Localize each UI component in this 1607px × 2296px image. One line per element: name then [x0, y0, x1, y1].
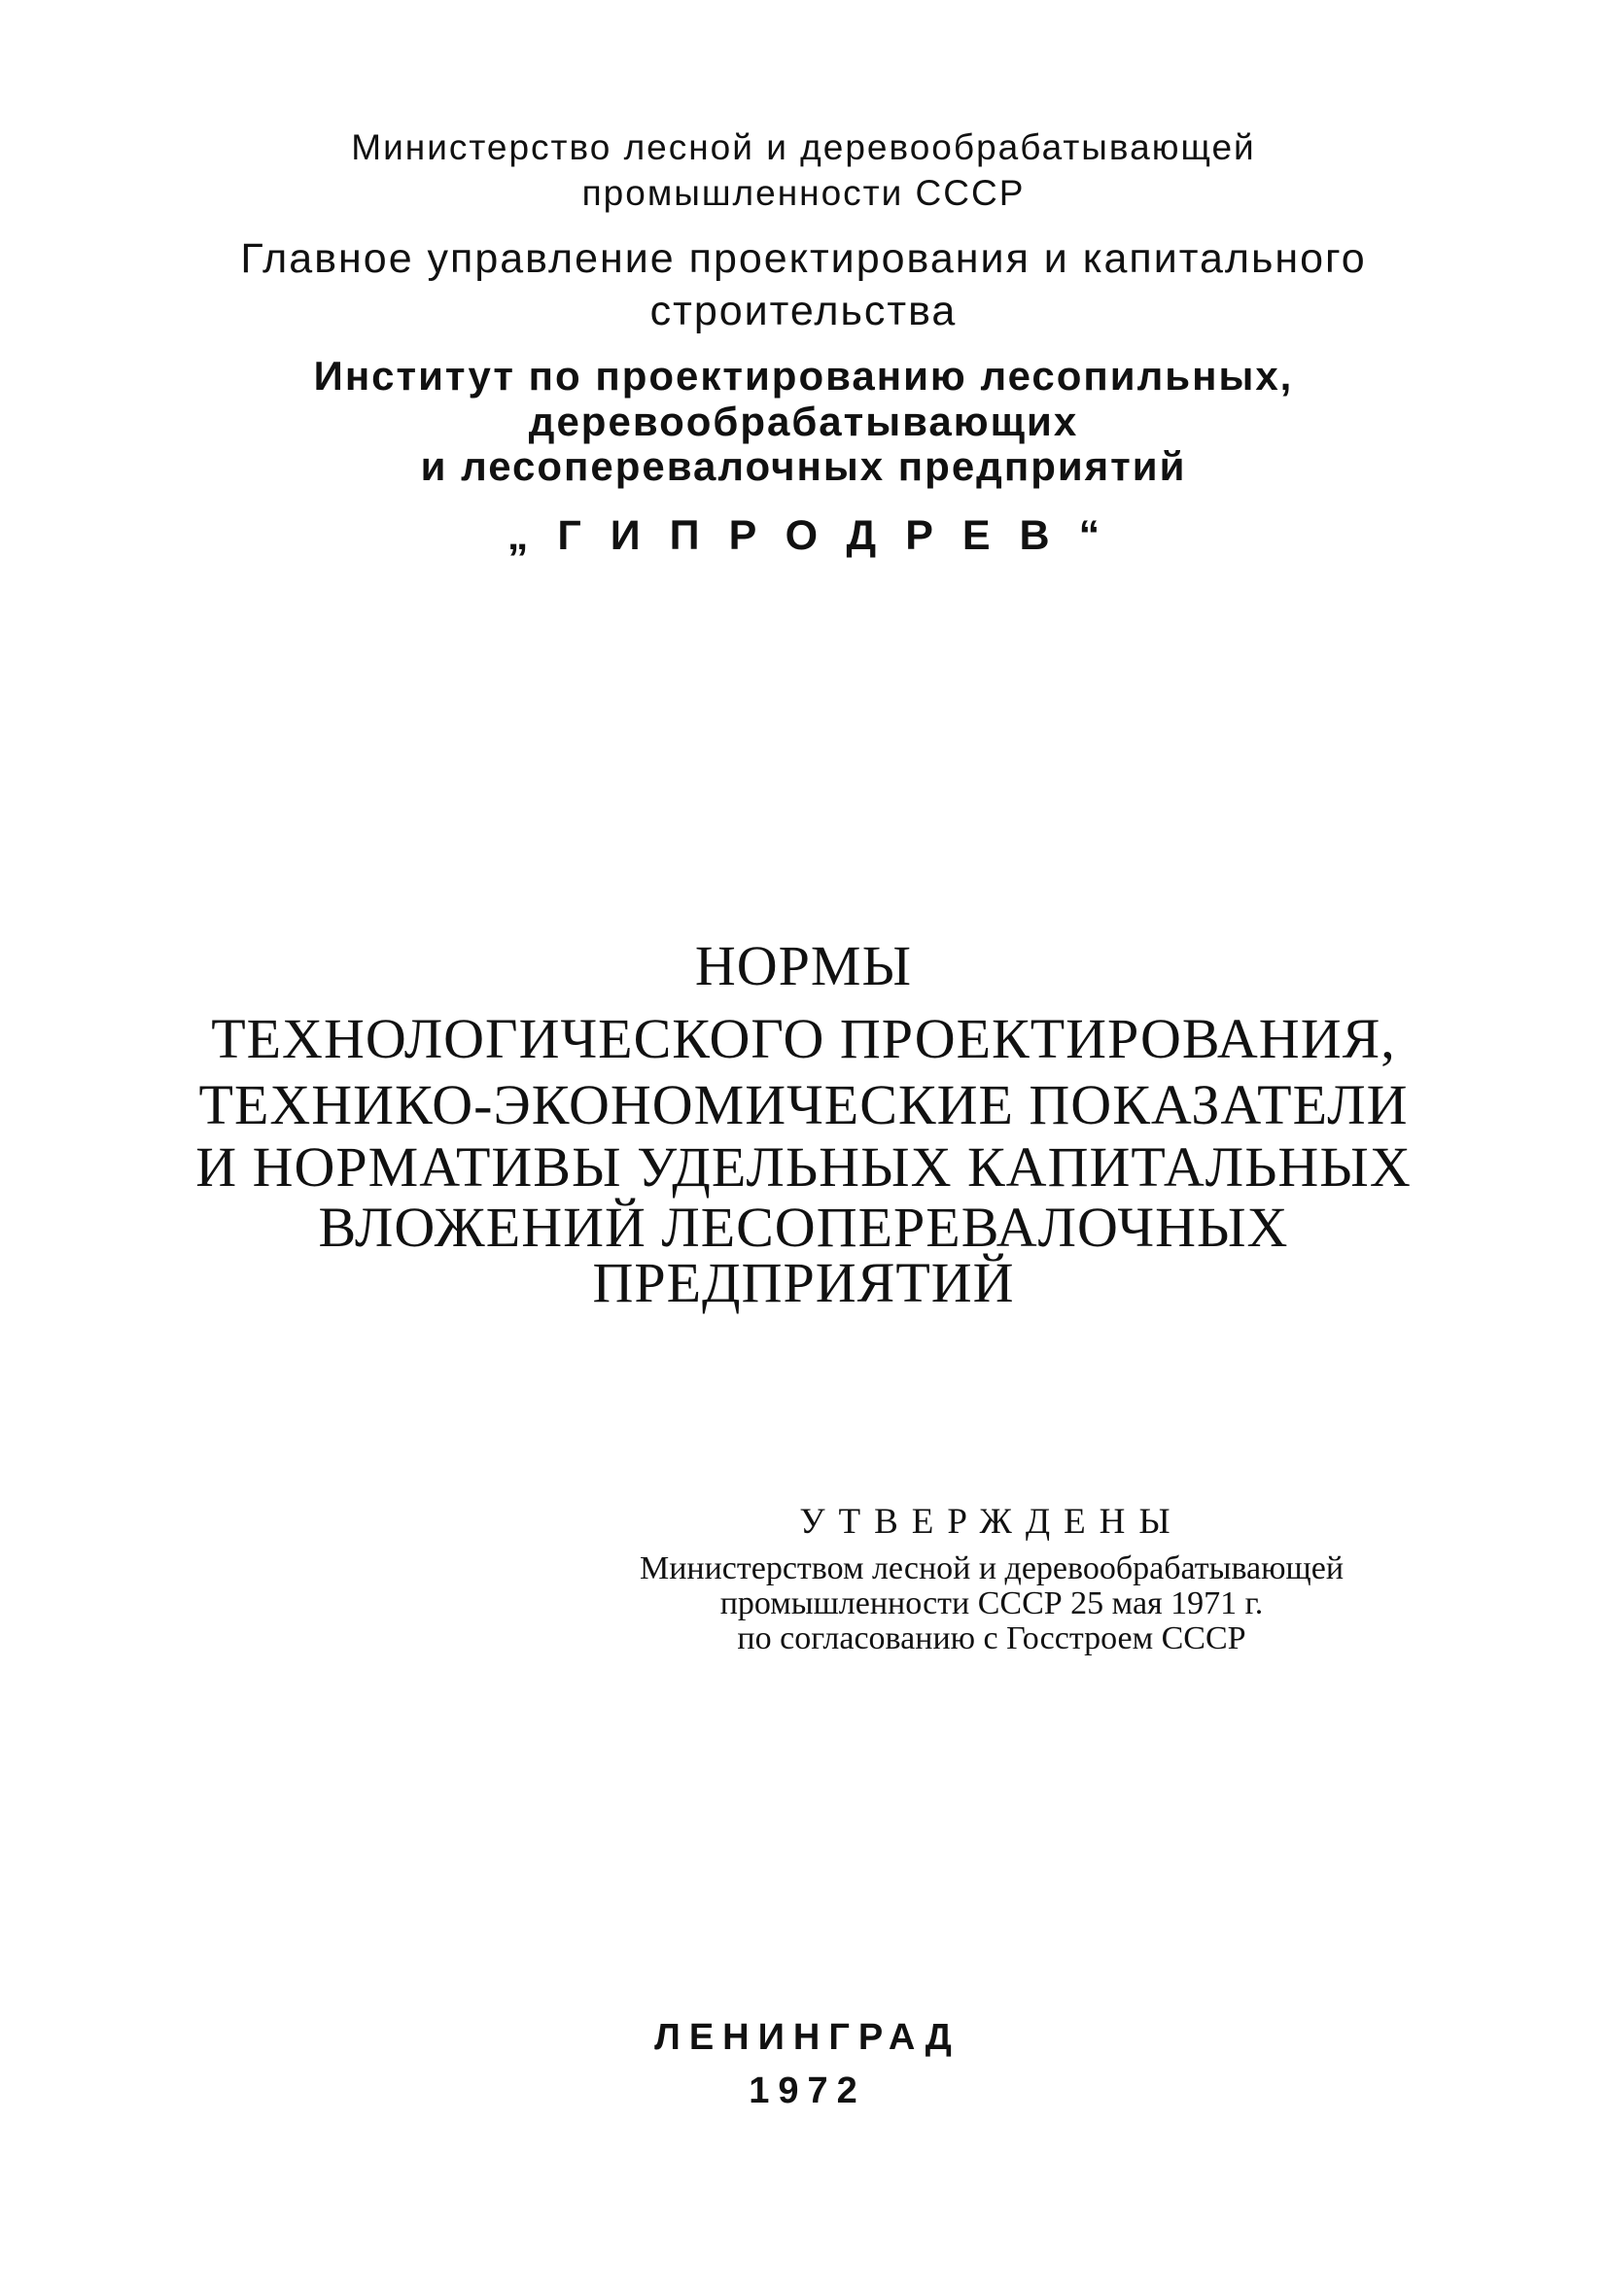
institute-acronym: „ГИПРОДРЕВ“: [507, 512, 1130, 559]
document-title-line-3: ТЕХНИКО-ЭКОНОМИЧЕСКИЕ ПОКАЗАТЕЛИ: [198, 1073, 1409, 1136]
document-title-line-6: ПРЕДПРИЯТИЙ: [592, 1251, 1015, 1314]
directorate-name-line-2: строительства: [649, 288, 958, 334]
institute-name-line-3: и лесоперевалочных предприятий: [420, 443, 1187, 489]
document-title-line-1: НОРМЫ: [694, 934, 913, 997]
approval-line-3: по согласованию с Госстроем СССР: [737, 1620, 1246, 1656]
directorate-name-line-1: Главное управление проектирования и капитального: [240, 235, 1367, 282]
approval-heading: УТВЕРЖДЕНЫ: [799, 1502, 1184, 1542]
imprint-year: 1972: [749, 2070, 866, 2111]
ministry-name-line-1: Министерство лесной и деревообрабатывающей: [351, 127, 1256, 167]
ministry-name-line-2: промышленности СССР: [581, 173, 1026, 213]
document-title-line-5: ВЛОЖЕНИЙ ЛЕСОПЕРЕВАЛОЧНЫХ: [318, 1196, 1289, 1259]
imprint-city: ЛЕНИНГРАД: [654, 2017, 961, 2058]
approval-line-2: промышленности СССР 25 мая 1971 г.: [719, 1585, 1264, 1621]
institute-name-line-1: Институт по проектированию лесопильных,: [313, 353, 1294, 399]
document-title-line-4: И НОРМАТИВЫ УДЕЛЬНЫХ КАПИТАЛЬНЫХ: [195, 1135, 1412, 1199]
document-title-line-2: ТЕХНОЛОГИЧЕСКОГО ПРОЕКТИРОВАНИЯ,: [211, 1007, 1396, 1070]
institute-name-line-2: деревообрабатывающих: [528, 399, 1079, 444]
approval-line-1: Министерством лесной и деревообрабатывающей: [639, 1550, 1345, 1586]
